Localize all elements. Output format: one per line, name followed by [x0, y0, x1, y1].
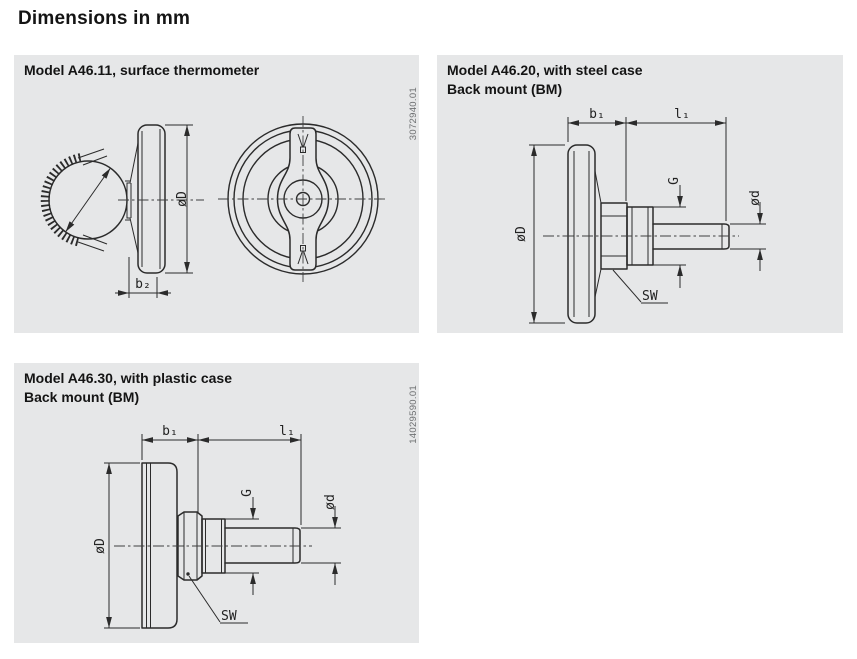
case-outline [568, 145, 595, 323]
dimension-b2 [115, 257, 171, 298]
label-b2: b₂ [135, 277, 151, 292]
stem [653, 224, 729, 249]
label-l1: l₁ [674, 107, 690, 122]
part-number-vertical: 3072940.01 [408, 87, 419, 141]
panel-title-line1: Model A46.30, with plastic case [24, 370, 233, 386]
dimensions [514, 107, 766, 323]
callout-SW [613, 270, 668, 304]
label-G: G [240, 489, 255, 497]
side-view [45, 125, 204, 298]
label-dia-D: øD [175, 191, 190, 207]
label-l1: l₁ [279, 424, 295, 439]
page-title: Dimensions in mm [18, 8, 191, 29]
panel-a46-20 [437, 55, 843, 333]
panel-a46-11 [14, 55, 419, 333]
dimensions [93, 424, 341, 628]
panel-title-line1: Model A46.20, with steel case [447, 62, 643, 78]
dimension-b1-l1 [142, 424, 301, 525]
side-view [114, 463, 312, 628]
part-number-vertical: 14029590.01 [408, 385, 419, 444]
dimension-b1-l1 [568, 107, 726, 221]
panel-title [24, 369, 232, 407]
panel-title-line2: Back mount (BM) [24, 389, 140, 405]
label-SW: SW [221, 609, 237, 624]
callout-SW [189, 576, 248, 624]
dimension-dia-D [514, 145, 565, 323]
label-dia-D: øD [514, 226, 529, 242]
bezel-flange [127, 143, 138, 253]
panel-title [447, 61, 643, 99]
stem [225, 528, 300, 563]
dimension-dia-D [93, 463, 140, 628]
back-cone [595, 171, 601, 297]
side-view [543, 145, 739, 323]
label-dia-d: ød [323, 494, 338, 510]
label-b1: b₁ [162, 424, 178, 439]
dimension-G [653, 177, 686, 288]
panel-a46-30 [14, 363, 419, 643]
label-b1: b₁ [589, 107, 605, 122]
panel-title-line1: Model A46.11, surface thermometer [24, 62, 260, 78]
label-SW: SW [642, 289, 658, 304]
technical-drawing-a46-11 [14, 55, 419, 333]
sw-leader-dot [186, 572, 189, 575]
label-dia-D: øD [93, 538, 108, 554]
front-view [218, 116, 388, 282]
dimension-G [225, 489, 259, 595]
label-dia-d: ød [748, 190, 763, 206]
dimension-dia-d [730, 190, 766, 271]
dimension-dia-D [165, 125, 193, 273]
label-G: G [667, 177, 682, 185]
panel-title [24, 61, 259, 80]
clamp-diameter-arrow [66, 168, 111, 232]
case-outline [142, 463, 177, 628]
panel-title-line2: Back mount (BM) [447, 81, 563, 97]
dimension-dia-d [301, 494, 341, 585]
